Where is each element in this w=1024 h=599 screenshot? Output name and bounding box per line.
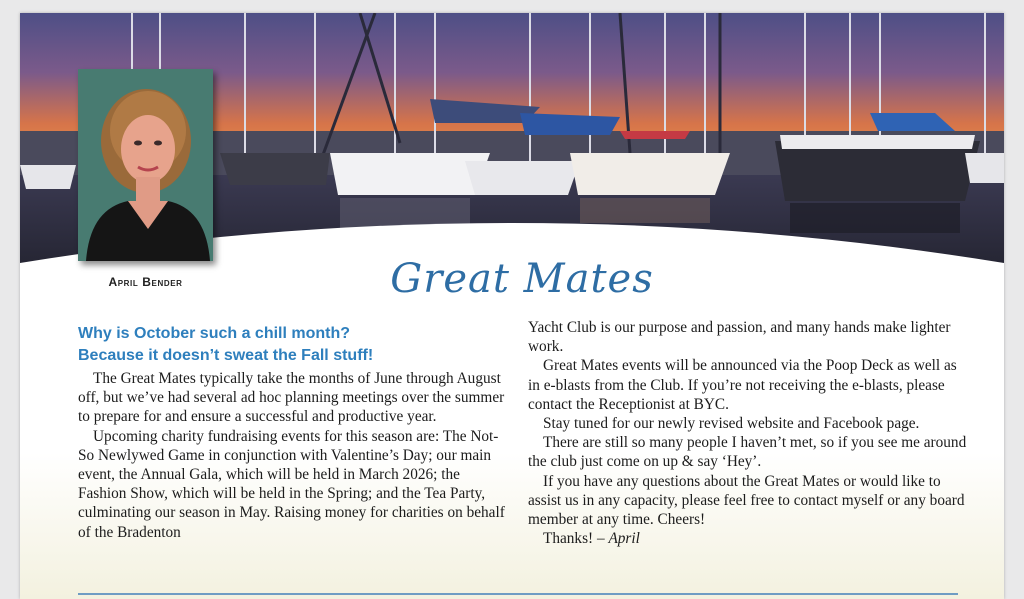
paragraph: If you have any questions about the Great Mates or would like to assist us in any capacity, please feel free to contact myself or any board member at any time. Cheers! [528, 472, 965, 529]
paragraph: The Great Mates typically take the months of June through August off, but we’ve had several ad hoc planning meetings over the summer to prepare for and ensure a successful and productive year. [78, 370, 505, 426]
paragraph: There are still so many people I haven’t met, so if you see me around the club just come on up & say ‘Hey’. [528, 434, 967, 471]
sign-off [528, 529, 968, 548]
portrait-caption: April Bender [108, 275, 183, 289]
paragraph: Great Mates events will be announced via the Poop Deck as well as in e-blasts from the Club. If you’re not receiving the e-blasts, please contact the Receptionist at BYC. [528, 357, 957, 413]
sign-off-text: Thanks! – [543, 530, 609, 548]
paragraph: Upcoming charity fundraising events for this season are: The Not-So Newlywed Game in conjunction with Valentine’s Day; our main event, the Annual Gala, which will be held in March 2026; the Fashion Show, which will be held in the Spring; and the Tea Party, culminating our season in May. Raising money for charities on behalf of the Bradenton [78, 427, 505, 541]
portrait-photo [78, 69, 213, 261]
article-column-2 [528, 318, 968, 548]
signature: April [608, 530, 640, 548]
newsletter-page [20, 13, 1004, 599]
headline [78, 323, 498, 367]
portrait-icon [78, 69, 213, 261]
section-title: Great Mates [390, 256, 654, 302]
headline-line-1: Why is October such a chill month? [78, 325, 351, 342]
headline-line-2: Because it doesn’t sweat the Fall stuff! [78, 347, 374, 364]
divider-rule [78, 593, 958, 595]
paragraph: Stay tuned for our newly revised website and Facebook page. [543, 415, 920, 433]
article-column-1 [78, 369, 508, 542]
paragraph: Yacht Club is our purpose and passion, and many hands make lighter work. [528, 319, 951, 356]
